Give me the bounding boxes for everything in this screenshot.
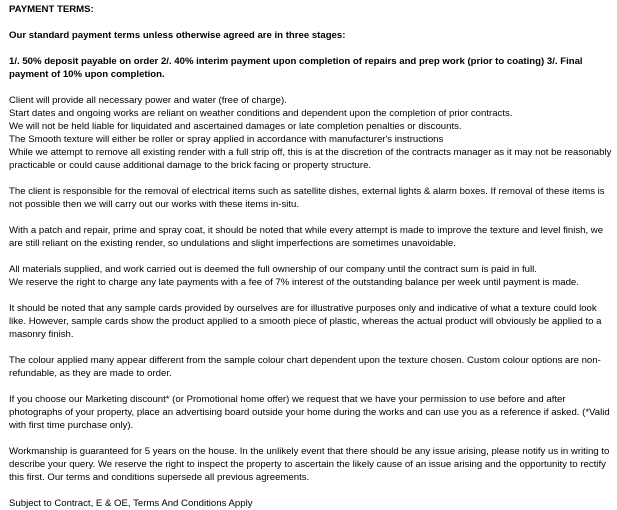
terms-document bbox=[9, 3, 612, 510]
payment-stages: 1/. 50% deposit payable on order 2/. 40% interim payment upon completion of repairs and prep work (prior to coating) 3/. Final payment of 10% upon completion. bbox=[9, 56, 583, 80]
condition-line: Start dates and ongoing works are reliant on weather conditions and dependent upon the completion of prior contracts. bbox=[9, 108, 513, 119]
payment-intro: Our standard payment terms unless otherwise agreed are in three stages: bbox=[9, 30, 346, 41]
ownership-block bbox=[9, 263, 612, 289]
electrical-items-paragraph: The client is responsible for the removal of electrical items such as satellite dishes, external lights & alarm boxes. If removal of these items is not possible then we will carry out our works with these items in-situ. bbox=[9, 186, 605, 210]
condition-line: While we attempt to remove all existing render with a full strip off, this is at the discretion of the contracts manager as it may not be reasonably practicable or could cause additional damage to the brick facing or property structure. bbox=[9, 147, 612, 171]
workmanship-paragraph: Workmanship is guaranteed for 5 years on the house. In the unlikely event that there should be any issue arising, please notify us in writing to describe your query. We reserve the right to inspect the property to ascertain the likely cause of an issue arising and the opportunity to rectify this first. Our terms and conditions supersede all previous agreements. bbox=[9, 446, 610, 483]
conditions-block bbox=[9, 94, 612, 172]
late-payment-line: We reserve the right to charge any late payments with a fee of 7% interest of the outstanding balance per week until payment is made. bbox=[9, 277, 579, 288]
marketing-paragraph: If you choose our Marketing discount* (or Promotional home offer) we request that we have your permission to use before and after photographs of your property, place an advertising board outside your home during the works and can use you as a reference if asked. (*Valid with first time purchase only). bbox=[9, 394, 610, 431]
colour-paragraph: The colour applied many appear different from the sample colour chart dependent upon the texture chosen. Custom colour options are non-refundable, as they are made to order. bbox=[9, 355, 601, 379]
footer-note: Subject to Contract, E & OE, Terms And Conditions Apply bbox=[9, 498, 253, 509]
condition-line: The Smooth texture will either be roller or spray applied in accordance with manufacturer's instructions bbox=[9, 134, 444, 145]
condition-line: Client will provide all necessary power and water (free of charge). bbox=[9, 95, 287, 106]
ownership-line: All materials supplied, and work carried out is deemed the full ownership of our company until the contract sum is paid in full. bbox=[9, 264, 537, 275]
page-title: PAYMENT TERMS: bbox=[9, 4, 94, 15]
condition-line: We will not be held liable for liquidated and ascertained damages or late completion penalties or discounts. bbox=[9, 121, 462, 132]
sample-cards-paragraph: It should be noted that any sample cards provided by ourselves are for illustrative purposes only and indicative of what a texture could look like. However, sample cards show the product applied to a smooth piece of plastic, whereas the actual product will obviously be applied to a masonry finish. bbox=[9, 303, 602, 340]
patch-repair-paragraph: With a patch and repair, prime and spray coat, it should be noted that while every attempt is made to improve the texture and level finish, we are still reliant on the existing render, so undulations and slight imperfections are sometimes unavoidable. bbox=[9, 225, 604, 249]
